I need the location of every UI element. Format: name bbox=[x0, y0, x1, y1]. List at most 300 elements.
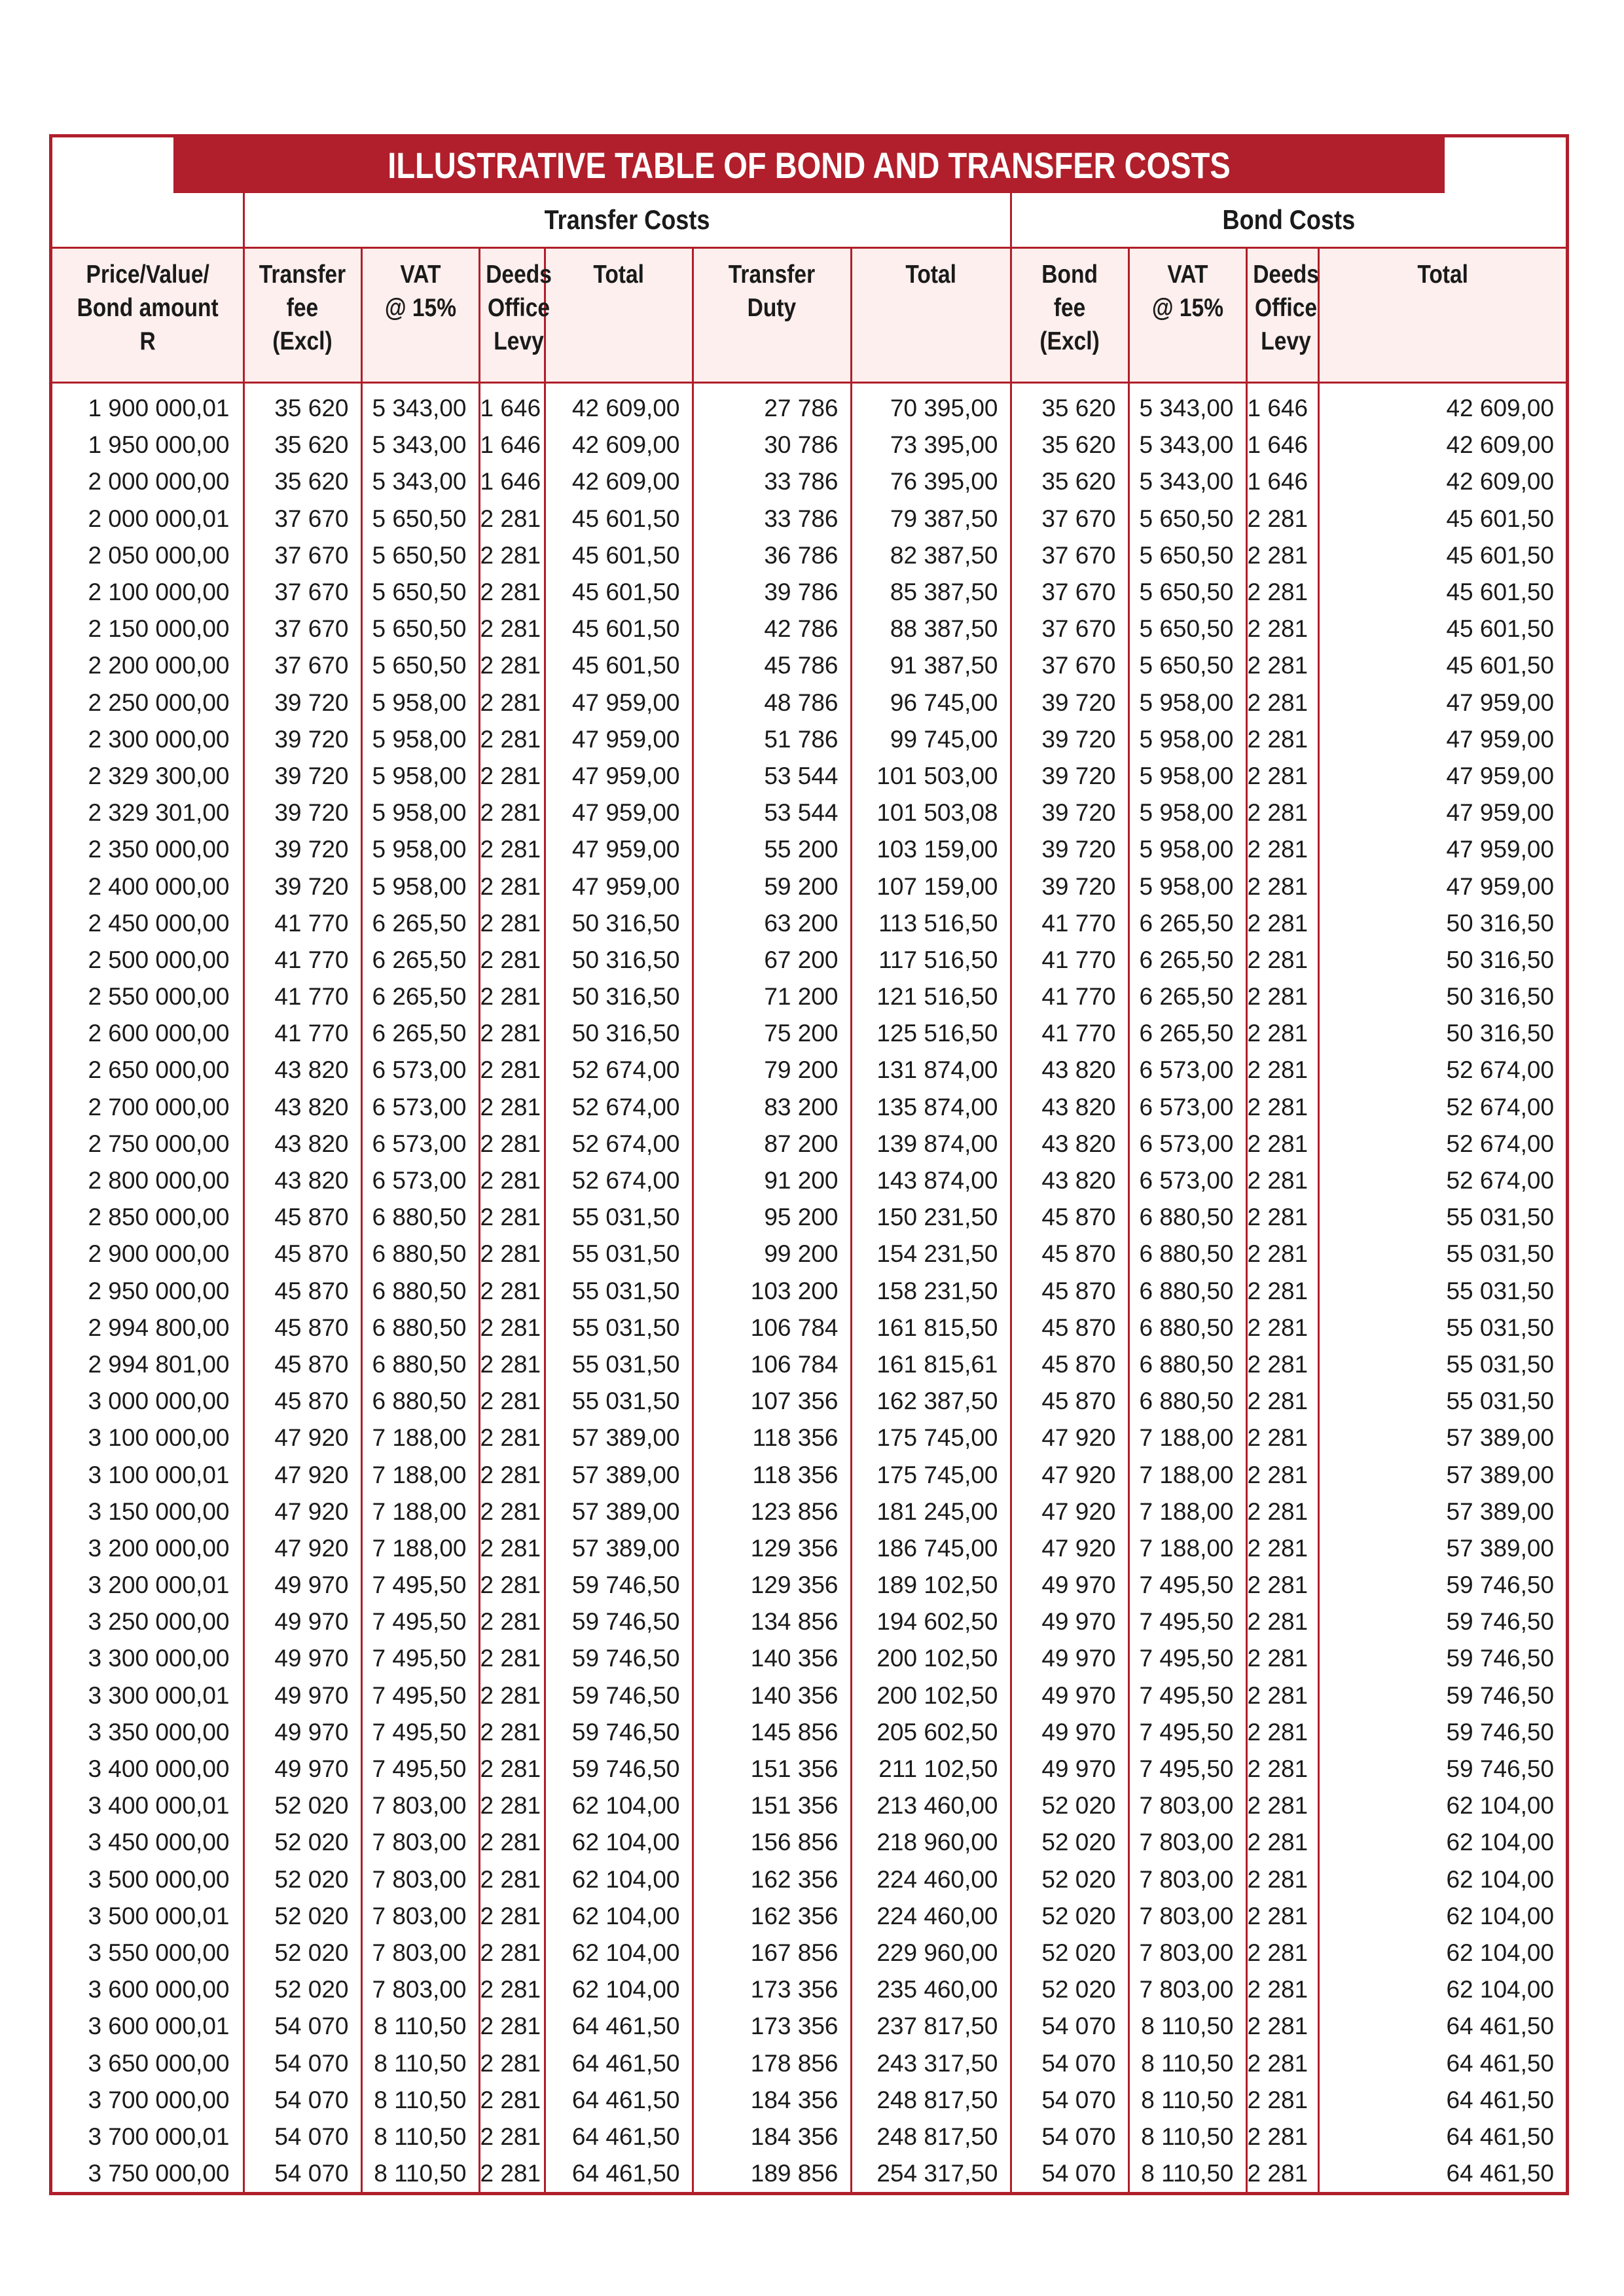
cell-transfer-deeds-office-levy: 2 281 bbox=[479, 1126, 545, 1162]
cell-transfer-subtotal: 55 031,50 bbox=[545, 1310, 693, 1346]
cell-bond-fee: 37 670 bbox=[1011, 501, 1128, 537]
cell-bond-fee: 49 970 bbox=[1011, 1714, 1128, 1751]
cell-price-value-bond-amount: 2 700 000,00 bbox=[88, 1093, 230, 1121]
cell-transfer-total: 194 602,50 bbox=[851, 1604, 1011, 1640]
cell-bond-fee: 52 020 bbox=[1011, 1787, 1128, 1824]
cell-transfer-total: 248 817,50 bbox=[851, 2119, 1011, 2155]
cell-transfer-duty: 39 786 bbox=[693, 574, 851, 611]
cell-transfer-fee: 54 070 bbox=[244, 2008, 361, 2045]
table-row bbox=[52, 2008, 1566, 2045]
cell-bond-deeds-office-levy: 1 646 bbox=[1246, 463, 1318, 500]
cell-bond-fee: 45 870 bbox=[1011, 1273, 1128, 1310]
cell-transfer-deeds-office-levy: 2 281 bbox=[479, 1640, 545, 1677]
cell-bond-vat: 5 650,50 bbox=[1128, 501, 1246, 537]
cell-bond-total: 62 104,00 bbox=[1318, 1935, 1566, 1971]
cell-bond-total: 59 746,50 bbox=[1318, 1640, 1566, 1677]
cell-transfer-total: 229 960,00 bbox=[851, 1935, 1011, 1971]
cell-transfer-duty: 140 356 bbox=[693, 1640, 851, 1677]
cell-transfer-vat: 6 880,50 bbox=[361, 1273, 479, 1310]
cell-transfer-total: 200 102,50 bbox=[851, 1677, 1011, 1714]
cell-price-value-bond-amount: 1 900 000,01 bbox=[88, 395, 230, 422]
cell-price-value-bond-amount: 2 250 000,00 bbox=[88, 689, 230, 716]
cell-transfer-subtotal: 42 609,00 bbox=[545, 383, 693, 427]
cell-bond-fee: 39 720 bbox=[1011, 868, 1128, 905]
cell-bond-deeds-office-levy: 2 281 bbox=[1246, 1861, 1318, 1898]
cell-transfer-fee: 41 770 bbox=[244, 905, 361, 942]
cell-bond-deeds-office-levy: 2 281 bbox=[1246, 1530, 1318, 1567]
cell-transfer-subtotal: 45 601,50 bbox=[545, 611, 693, 647]
cell-transfer-total: 107 159,00 bbox=[851, 868, 1011, 905]
cell-transfer-vat: 7 495,50 bbox=[361, 1714, 479, 1751]
table-row bbox=[52, 1199, 1566, 1236]
cell-transfer-fee: 49 970 bbox=[244, 1677, 361, 1714]
cell-price-value-bond-amount: 3 200 000,01 bbox=[88, 1571, 230, 1599]
table-row bbox=[52, 1383, 1566, 1420]
cell-transfer-deeds-office-levy: 2 281 bbox=[479, 978, 545, 1015]
cell-bond-deeds-office-levy: 2 281 bbox=[1246, 2082, 1318, 2119]
cell-transfer-fee: 45 870 bbox=[244, 1383, 361, 1420]
cell-bond-vat: 7 803,00 bbox=[1128, 1935, 1246, 1971]
cell-bond-fee: 49 970 bbox=[1011, 1640, 1128, 1677]
cell-transfer-vat: 7 495,50 bbox=[361, 1567, 479, 1604]
cell-bond-vat: 7 803,00 bbox=[1128, 1787, 1246, 1824]
col-header-line: Total bbox=[593, 260, 644, 289]
cell-transfer-vat: 6 880,50 bbox=[361, 1383, 479, 1420]
group-header-blank bbox=[52, 193, 244, 248]
cell-bond-total: 45 601,50 bbox=[1318, 647, 1566, 684]
col-header-transfer-deeds-office-levy bbox=[479, 248, 552, 383]
cell-transfer-duty: 48 786 bbox=[693, 685, 851, 721]
cell-transfer-subtotal: 62 104,00 bbox=[545, 1787, 693, 1824]
cell-transfer-total: 125 516,50 bbox=[851, 1015, 1011, 1052]
cell-transfer-duty: 51 786 bbox=[693, 721, 851, 758]
cell-price-value-bond-amount: 3 300 000,00 bbox=[88, 1645, 230, 1672]
cell-bond-fee: 49 970 bbox=[1011, 1677, 1128, 1714]
cell-transfer-deeds-office-levy: 2 281 bbox=[479, 1236, 545, 1272]
col-header-line: Deeds bbox=[485, 260, 552, 289]
table-row bbox=[52, 647, 1566, 684]
cell-transfer-subtotal: 62 104,00 bbox=[545, 1971, 693, 2008]
cell-bond-deeds-office-levy: 2 281 bbox=[1246, 831, 1318, 868]
cell-bond-total: 64 461,50 bbox=[1318, 2082, 1566, 2119]
cell-bond-vat: 5 343,00 bbox=[1128, 463, 1246, 500]
cell-transfer-fee: 41 770 bbox=[244, 942, 361, 978]
cell-bond-deeds-office-levy: 2 281 bbox=[1246, 685, 1318, 721]
cell-bond-deeds-office-levy: 2 281 bbox=[1246, 1199, 1318, 1236]
cell-bond-vat: 7 803,00 bbox=[1128, 1824, 1246, 1861]
cell-bond-fee: 41 770 bbox=[1011, 942, 1128, 978]
cell-bond-fee: 45 870 bbox=[1011, 1310, 1128, 1346]
cell-price-value-bond-amount: 2 500 000,00 bbox=[88, 946, 230, 973]
cell-bond-fee: 39 720 bbox=[1011, 685, 1128, 721]
cell-transfer-duty: 167 856 bbox=[693, 1935, 851, 1971]
cell-bond-vat: 7 495,50 bbox=[1128, 1677, 1246, 1714]
cell-transfer-duty: 156 856 bbox=[693, 1824, 851, 1861]
cell-transfer-vat: 8 110,50 bbox=[361, 2119, 479, 2155]
cell-bond-vat: 5 958,00 bbox=[1128, 868, 1246, 905]
cell-transfer-duty: 129 356 bbox=[693, 1567, 851, 1604]
cell-transfer-deeds-office-levy: 2 281 bbox=[479, 1383, 545, 1420]
cell-transfer-fee: 35 620 bbox=[244, 427, 361, 463]
cell-bond-deeds-office-levy: 2 281 bbox=[1246, 1824, 1318, 1861]
cell-transfer-fee: 52 020 bbox=[244, 1824, 361, 1861]
cell-transfer-fee: 52 020 bbox=[244, 1935, 361, 1971]
cell-transfer-deeds-office-levy: 2 281 bbox=[479, 1530, 545, 1567]
cell-transfer-vat: 5 650,50 bbox=[361, 501, 479, 537]
cell-transfer-duty: 184 356 bbox=[693, 2082, 851, 2119]
col-header-line: Price/Value/ bbox=[86, 260, 209, 289]
cell-transfer-fee: 39 720 bbox=[244, 868, 361, 905]
cell-bond-deeds-office-levy: 2 281 bbox=[1246, 1236, 1318, 1272]
cell-transfer-fee: 45 870 bbox=[244, 1310, 361, 1346]
cell-transfer-deeds-office-levy: 2 281 bbox=[479, 1456, 545, 1493]
cell-bond-vat: 8 110,50 bbox=[1128, 2008, 1246, 2045]
cell-transfer-fee: 49 970 bbox=[244, 1714, 361, 1751]
cell-bond-vat: 6 880,50 bbox=[1128, 1273, 1246, 1310]
col-header-bond-vat bbox=[1128, 248, 1246, 383]
table-row bbox=[52, 1530, 1566, 1567]
cell-bond-fee: 47 920 bbox=[1011, 1456, 1128, 1493]
table-row bbox=[52, 831, 1566, 868]
cell-bond-total: 50 316,50 bbox=[1318, 978, 1566, 1015]
cell-bond-total: 47 959,00 bbox=[1318, 758, 1566, 795]
cell-transfer-duty: 83 200 bbox=[693, 1089, 851, 1126]
cell-transfer-vat: 5 343,00 bbox=[361, 463, 479, 500]
cell-transfer-duty: 45 786 bbox=[693, 647, 851, 684]
table-row bbox=[52, 1677, 1566, 1714]
cell-price-value-bond-amount: 2 150 000,00 bbox=[88, 615, 230, 643]
cell-transfer-deeds-office-levy: 2 281 bbox=[479, 611, 545, 647]
table-row bbox=[52, 463, 1566, 500]
cell-transfer-deeds-office-levy: 2 281 bbox=[479, 2082, 545, 2119]
cell-transfer-subtotal: 55 031,50 bbox=[545, 1236, 693, 1272]
cell-transfer-deeds-office-levy: 2 281 bbox=[479, 1199, 545, 1236]
cell-transfer-duty: 53 544 bbox=[693, 795, 851, 831]
cell-transfer-duty: 162 356 bbox=[693, 1861, 851, 1898]
cell-transfer-duty: 59 200 bbox=[693, 868, 851, 905]
cell-price-value-bond-amount: 2 600 000,00 bbox=[88, 1020, 230, 1047]
cell-transfer-duty: 118 356 bbox=[693, 1420, 851, 1456]
cell-bond-deeds-office-levy: 2 281 bbox=[1246, 1456, 1318, 1493]
cell-bond-fee: 39 720 bbox=[1011, 795, 1128, 831]
table-row bbox=[52, 1714, 1566, 1751]
cell-transfer-deeds-office-levy: 2 281 bbox=[479, 685, 545, 721]
cell-transfer-deeds-office-levy: 2 281 bbox=[479, 1273, 545, 1310]
cell-transfer-vat: 5 343,00 bbox=[361, 383, 479, 427]
cell-transfer-fee: 43 820 bbox=[244, 1126, 361, 1162]
col-header-line: Levy bbox=[1260, 327, 1311, 355]
cell-transfer-subtotal: 47 959,00 bbox=[545, 685, 693, 721]
cell-transfer-duty: 134 856 bbox=[693, 1604, 851, 1640]
cell-transfer-subtotal: 57 389,00 bbox=[545, 1494, 693, 1530]
cell-bond-deeds-office-levy: 2 281 bbox=[1246, 1787, 1318, 1824]
cell-transfer-deeds-office-levy: 2 281 bbox=[479, 942, 545, 978]
cell-transfer-deeds-office-levy: 2 281 bbox=[479, 1861, 545, 1898]
cell-transfer-total: 162 387,50 bbox=[851, 1383, 1011, 1420]
cell-transfer-vat: 8 110,50 bbox=[361, 2155, 479, 2192]
cell-transfer-fee: 45 870 bbox=[244, 1199, 361, 1236]
cell-bond-fee: 37 670 bbox=[1011, 574, 1128, 611]
cell-transfer-subtotal: 57 389,00 bbox=[545, 1530, 693, 1567]
cell-bond-vat: 7 495,50 bbox=[1128, 1640, 1246, 1677]
cell-price-value-bond-amount: 3 550 000,00 bbox=[88, 1939, 230, 1966]
cell-transfer-deeds-office-levy: 2 281 bbox=[479, 1162, 545, 1199]
col-header-transfer-total bbox=[851, 248, 1011, 383]
table-row bbox=[52, 758, 1566, 795]
cell-bond-total: 42 609,00 bbox=[1318, 427, 1566, 463]
cell-transfer-subtotal: 50 316,50 bbox=[545, 942, 693, 978]
cell-bond-fee: 52 020 bbox=[1011, 1824, 1128, 1861]
cell-bond-fee: 54 070 bbox=[1011, 2082, 1128, 2119]
cell-transfer-vat: 5 650,50 bbox=[361, 647, 479, 684]
cell-bond-total: 64 461,50 bbox=[1318, 2008, 1566, 2045]
cell-bond-total: 57 389,00 bbox=[1318, 1456, 1566, 1493]
table-row bbox=[52, 1456, 1566, 1493]
col-header-line: Duty bbox=[747, 294, 797, 322]
cell-bond-total: 57 389,00 bbox=[1318, 1530, 1566, 1567]
cell-transfer-duty: 75 200 bbox=[693, 1015, 851, 1052]
cell-transfer-deeds-office-levy: 2 281 bbox=[479, 1310, 545, 1346]
cell-transfer-vat: 5 958,00 bbox=[361, 758, 479, 795]
cell-transfer-subtotal: 45 601,50 bbox=[545, 574, 693, 611]
cell-bond-deeds-office-levy: 2 281 bbox=[1246, 1346, 1318, 1383]
cell-bond-vat: 7 495,50 bbox=[1128, 1751, 1246, 1787]
cell-bond-vat: 6 573,00 bbox=[1128, 1126, 1246, 1162]
cell-transfer-duty: 106 784 bbox=[693, 1310, 851, 1346]
table-row bbox=[52, 537, 1566, 574]
table-row bbox=[52, 1787, 1566, 1824]
cell-transfer-duty: 67 200 bbox=[693, 942, 851, 978]
cell-transfer-fee: 47 920 bbox=[244, 1420, 361, 1456]
cell-price-value-bond-amount: 3 100 000,01 bbox=[88, 1461, 230, 1488]
cell-bond-fee: 43 820 bbox=[1011, 1126, 1128, 1162]
cell-transfer-subtotal: 64 461,50 bbox=[545, 2045, 693, 2081]
cell-transfer-vat: 5 958,00 bbox=[361, 795, 479, 831]
cell-transfer-vat: 5 650,50 bbox=[361, 611, 479, 647]
cell-bond-total: 55 031,50 bbox=[1318, 1346, 1566, 1383]
cell-transfer-fee: 52 020 bbox=[244, 1971, 361, 2008]
cell-transfer-deeds-office-levy: 2 281 bbox=[479, 905, 545, 942]
cell-transfer-deeds-office-levy: 1 646 bbox=[479, 427, 545, 463]
cell-transfer-total: 101 503,00 bbox=[851, 758, 1011, 795]
cell-bond-deeds-office-levy: 2 281 bbox=[1246, 905, 1318, 942]
cell-bond-fee: 52 020 bbox=[1011, 1898, 1128, 1935]
col-header-line: fee bbox=[286, 294, 319, 322]
cell-bond-total: 47 959,00 bbox=[1318, 868, 1566, 905]
cell-transfer-duty: 91 200 bbox=[693, 1162, 851, 1199]
cell-transfer-deeds-office-levy: 2 281 bbox=[479, 1089, 545, 1126]
cell-bond-total: 55 031,50 bbox=[1318, 1236, 1566, 1272]
cell-bond-total: 57 389,00 bbox=[1318, 1420, 1566, 1456]
cell-transfer-total: 211 102,50 bbox=[851, 1751, 1011, 1787]
cell-transfer-vat: 7 188,00 bbox=[361, 1530, 479, 1567]
cell-transfer-deeds-office-levy: 2 281 bbox=[479, 758, 545, 795]
cell-bond-vat: 6 880,50 bbox=[1128, 1199, 1246, 1236]
cell-bond-vat: 6 880,50 bbox=[1128, 1346, 1246, 1383]
cell-bond-vat: 6 880,50 bbox=[1128, 1236, 1246, 1272]
table-row bbox=[52, 1162, 1566, 1199]
cell-transfer-deeds-office-levy: 2 281 bbox=[479, 1971, 545, 2008]
cell-transfer-fee: 39 720 bbox=[244, 831, 361, 868]
cell-bond-deeds-office-levy: 2 281 bbox=[1246, 574, 1318, 611]
cell-bond-total: 55 031,50 bbox=[1318, 1273, 1566, 1310]
cell-bond-vat: 7 188,00 bbox=[1128, 1420, 1246, 1456]
cell-transfer-subtotal: 57 389,00 bbox=[545, 1420, 693, 1456]
cell-price-value-bond-amount: 3 200 000,00 bbox=[88, 1534, 230, 1562]
cell-transfer-fee: 39 720 bbox=[244, 795, 361, 831]
cell-transfer-total: 189 102,50 bbox=[851, 1567, 1011, 1604]
cell-bond-total: 62 104,00 bbox=[1318, 1824, 1566, 1861]
cell-price-value-bond-amount: 2 850 000,00 bbox=[88, 1204, 230, 1231]
cell-transfer-fee: 35 620 bbox=[244, 383, 361, 427]
column-header-row bbox=[52, 248, 1566, 383]
cell-price-value-bond-amount: 2 000 000,00 bbox=[88, 468, 230, 495]
table-title: ILLUSTRATIVE TABLE OF BOND AND TRANSFER COSTS bbox=[173, 137, 1445, 193]
col-header-line: Office bbox=[1254, 294, 1317, 322]
cell-transfer-subtotal: 55 031,50 bbox=[545, 1346, 693, 1383]
cell-bond-fee: 47 920 bbox=[1011, 1494, 1128, 1530]
cell-transfer-total: 88 387,50 bbox=[851, 611, 1011, 647]
cell-transfer-subtotal: 64 461,50 bbox=[545, 2082, 693, 2119]
col-header-bond-fee bbox=[1011, 248, 1128, 383]
cell-transfer-deeds-office-levy: 2 281 bbox=[479, 868, 545, 905]
cell-transfer-vat: 7 803,00 bbox=[361, 1861, 479, 1898]
cell-bond-fee: 45 870 bbox=[1011, 1199, 1128, 1236]
cell-transfer-subtotal: 45 601,50 bbox=[545, 647, 693, 684]
cell-bond-vat: 7 803,00 bbox=[1128, 1861, 1246, 1898]
cell-price-value-bond-amount: 2 800 000,00 bbox=[88, 1167, 230, 1194]
col-header-line: (Excl) bbox=[1039, 327, 1100, 355]
cell-transfer-vat: 7 803,00 bbox=[361, 1787, 479, 1824]
cell-transfer-total: 131 874,00 bbox=[851, 1052, 1011, 1088]
col-header-price-value-bond-amount bbox=[52, 248, 244, 383]
cell-price-value-bond-amount: 2 900 000,00 bbox=[88, 1240, 230, 1268]
cell-transfer-vat: 7 188,00 bbox=[361, 1420, 479, 1456]
cell-transfer-fee: 39 720 bbox=[244, 758, 361, 795]
cell-bond-vat: 6 573,00 bbox=[1128, 1052, 1246, 1088]
cell-transfer-vat: 6 880,50 bbox=[361, 1346, 479, 1383]
cell-transfer-total: 161 815,50 bbox=[851, 1310, 1011, 1346]
cell-transfer-duty: 53 544 bbox=[693, 758, 851, 795]
cell-transfer-duty: 99 200 bbox=[693, 1236, 851, 1272]
cell-price-value-bond-amount: 2 329 300,00 bbox=[88, 762, 230, 789]
cell-transfer-total: 248 817,50 bbox=[851, 2082, 1011, 2119]
cell-transfer-duty: 79 200 bbox=[693, 1052, 851, 1088]
cell-price-value-bond-amount: 3 000 000,00 bbox=[88, 1388, 230, 1415]
cell-transfer-deeds-office-levy: 2 281 bbox=[479, 2008, 545, 2045]
col-header-line: Total bbox=[905, 260, 956, 289]
cell-transfer-vat: 5 650,50 bbox=[361, 574, 479, 611]
cell-transfer-fee: 43 820 bbox=[244, 1162, 361, 1199]
cell-bond-deeds-office-levy: 2 281 bbox=[1246, 1677, 1318, 1714]
cell-bond-fee: 43 820 bbox=[1011, 1162, 1128, 1199]
table-row bbox=[52, 685, 1566, 721]
cell-transfer-deeds-office-levy: 2 281 bbox=[479, 1604, 545, 1640]
cell-transfer-vat: 5 958,00 bbox=[361, 721, 479, 758]
cell-transfer-deeds-office-levy: 2 281 bbox=[479, 1567, 545, 1604]
cell-bond-vat: 5 650,50 bbox=[1128, 647, 1246, 684]
cell-bond-fee: 39 720 bbox=[1011, 721, 1128, 758]
table-row bbox=[52, 1935, 1566, 1971]
cell-bond-total: 52 674,00 bbox=[1318, 1162, 1566, 1199]
cell-bond-vat: 7 495,50 bbox=[1128, 1714, 1246, 1751]
cell-price-value-bond-amount: 3 500 000,01 bbox=[88, 1902, 230, 1929]
cell-bond-vat: 8 110,50 bbox=[1128, 2045, 1246, 2081]
cell-bond-vat: 5 650,50 bbox=[1128, 574, 1246, 611]
cell-transfer-subtotal: 59 746,50 bbox=[545, 1640, 693, 1677]
cell-transfer-total: 99 745,00 bbox=[851, 721, 1011, 758]
cell-transfer-vat: 7 803,00 bbox=[361, 1824, 479, 1861]
cell-transfer-subtotal: 59 746,50 bbox=[545, 1567, 693, 1604]
cell-transfer-duty: 55 200 bbox=[693, 831, 851, 868]
cell-transfer-vat: 5 958,00 bbox=[361, 685, 479, 721]
cell-transfer-vat: 6 573,00 bbox=[361, 1126, 479, 1162]
cell-transfer-duty: 178 856 bbox=[693, 2045, 851, 2081]
cell-transfer-total: 224 460,00 bbox=[851, 1898, 1011, 1935]
cell-bond-fee: 54 070 bbox=[1011, 2119, 1128, 2155]
cell-transfer-duty: 103 200 bbox=[693, 1273, 851, 1310]
cell-transfer-deeds-office-levy: 2 281 bbox=[479, 1898, 545, 1935]
cell-bond-total: 42 609,00 bbox=[1318, 383, 1566, 427]
cell-bond-fee: 37 670 bbox=[1011, 611, 1128, 647]
cell-price-value-bond-amount: 2 450 000,00 bbox=[88, 909, 230, 937]
cell-bond-total: 59 746,50 bbox=[1318, 1677, 1566, 1714]
table-row bbox=[52, 2155, 1566, 2192]
cell-transfer-deeds-office-levy: 2 281 bbox=[479, 647, 545, 684]
cell-transfer-duty: 95 200 bbox=[693, 1199, 851, 1236]
cell-transfer-fee: 49 970 bbox=[244, 1640, 361, 1677]
cell-price-value-bond-amount: 3 300 000,01 bbox=[88, 1681, 230, 1709]
cell-transfer-deeds-office-levy: 2 281 bbox=[479, 574, 545, 611]
table-row bbox=[52, 1236, 1566, 1272]
cell-bond-deeds-office-levy: 2 281 bbox=[1246, 2155, 1318, 2192]
cell-transfer-vat: 6 265,50 bbox=[361, 1015, 479, 1052]
cell-bond-deeds-office-levy: 2 281 bbox=[1246, 1126, 1318, 1162]
cell-bond-vat: 8 110,50 bbox=[1128, 2082, 1246, 2119]
cell-transfer-total: 91 387,50 bbox=[851, 647, 1011, 684]
table-row bbox=[52, 942, 1566, 978]
cell-transfer-fee: 54 070 bbox=[244, 2119, 361, 2155]
table-row bbox=[52, 1751, 1566, 1787]
table-row bbox=[52, 1861, 1566, 1898]
table-row bbox=[52, 574, 1566, 611]
cell-transfer-deeds-office-levy: 2 281 bbox=[479, 1346, 545, 1383]
cell-bond-fee: 39 720 bbox=[1011, 831, 1128, 868]
cell-bond-fee: 43 820 bbox=[1011, 1052, 1128, 1088]
cell-transfer-duty: 151 356 bbox=[693, 1787, 851, 1824]
cell-transfer-deeds-office-levy: 2 281 bbox=[479, 2155, 545, 2192]
cell-bond-total: 55 031,50 bbox=[1318, 1199, 1566, 1236]
cell-bond-vat: 8 110,50 bbox=[1128, 2119, 1246, 2155]
cell-bond-vat: 5 343,00 bbox=[1128, 383, 1246, 427]
cell-bond-deeds-office-levy: 2 281 bbox=[1246, 721, 1318, 758]
cell-transfer-subtotal: 52 674,00 bbox=[545, 1162, 693, 1199]
cell-price-value-bond-amount: 3 600 000,01 bbox=[88, 2013, 230, 2040]
cell-transfer-vat: 5 958,00 bbox=[361, 868, 479, 905]
cell-bond-vat: 6 880,50 bbox=[1128, 1383, 1246, 1420]
col-header-line: VAT bbox=[399, 260, 441, 289]
cell-transfer-deeds-office-levy: 2 281 bbox=[479, 1787, 545, 1824]
cell-transfer-duty: 71 200 bbox=[693, 978, 851, 1015]
cell-bond-deeds-office-levy: 2 281 bbox=[1246, 942, 1318, 978]
cell-bond-vat: 5 958,00 bbox=[1128, 685, 1246, 721]
cell-transfer-duty: 33 786 bbox=[693, 501, 851, 537]
cell-transfer-deeds-office-levy: 2 281 bbox=[479, 1935, 545, 1971]
cell-transfer-deeds-office-levy: 2 281 bbox=[479, 1824, 545, 1861]
cell-transfer-subtotal: 64 461,50 bbox=[545, 2008, 693, 2045]
cell-transfer-fee: 54 070 bbox=[244, 2082, 361, 2119]
cell-bond-total: 52 674,00 bbox=[1318, 1089, 1566, 1126]
